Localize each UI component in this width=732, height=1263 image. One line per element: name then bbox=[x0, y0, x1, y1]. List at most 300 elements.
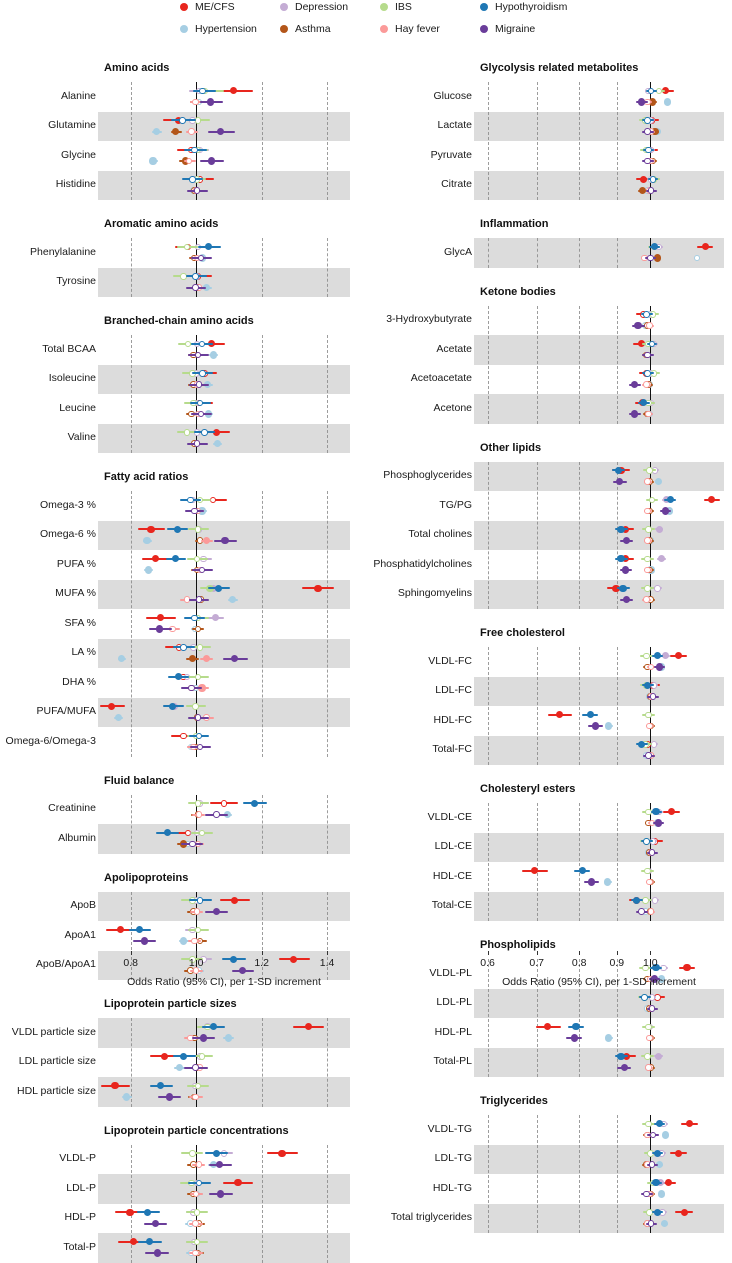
row-label: Histidine bbox=[55, 178, 96, 191]
axis-tick-label: 0.6 bbox=[480, 957, 495, 969]
estimate-marker bbox=[639, 187, 646, 194]
estimate-marker bbox=[645, 526, 652, 533]
estimate-marker bbox=[644, 128, 651, 135]
estimate-marker bbox=[617, 1053, 624, 1060]
section-title: Fatty acid ratios bbox=[104, 471, 189, 483]
legend-label: IBS bbox=[395, 1, 412, 13]
section-title: Other lipids bbox=[480, 441, 542, 454]
estimate-marker bbox=[655, 478, 662, 485]
estimate-marker bbox=[143, 537, 150, 544]
estimate-marker bbox=[641, 994, 648, 1001]
legend-item-migraine bbox=[480, 24, 535, 34]
section-plot-area bbox=[474, 803, 724, 921]
gridline bbox=[579, 306, 580, 424]
gridline bbox=[327, 1145, 328, 1263]
estimate-marker bbox=[631, 410, 638, 417]
x-axis-title: Odds Ratio (95% CI), per 1-SD increment bbox=[502, 976, 696, 988]
estimate-marker bbox=[645, 147, 652, 154]
estimate-marker bbox=[197, 897, 204, 904]
estimate-marker bbox=[225, 1034, 232, 1041]
gridline bbox=[537, 803, 538, 921]
row-label: Omega-3 % bbox=[39, 498, 96, 511]
row-label: Tyrosine bbox=[56, 275, 96, 288]
section-title: Free cholesterol bbox=[480, 627, 565, 639]
estimate-marker bbox=[648, 88, 655, 95]
estimate-marker bbox=[205, 243, 212, 250]
estimate-marker bbox=[652, 897, 659, 904]
gridline bbox=[262, 1145, 263, 1263]
row-label: Pyruvate bbox=[430, 148, 472, 161]
section-plot-area bbox=[474, 647, 724, 765]
estimate-marker bbox=[192, 273, 199, 280]
row-label: Total-CE bbox=[431, 899, 472, 912]
row-label: Phosphatidylcholines bbox=[373, 557, 472, 570]
row-band bbox=[474, 238, 724, 268]
estimate-marker bbox=[579, 867, 586, 874]
estimate-marker bbox=[675, 1150, 682, 1157]
estimate-marker bbox=[147, 526, 154, 533]
row-band bbox=[474, 1204, 724, 1234]
row-label: SFA % bbox=[64, 616, 96, 629]
section-title: Lipoprotein particle concentrations bbox=[104, 1124, 289, 1137]
estimate-marker bbox=[648, 1220, 655, 1227]
legend-item-asthma bbox=[280, 24, 331, 34]
row-label: Total BCAA bbox=[42, 342, 96, 355]
estimate-marker bbox=[207, 98, 214, 105]
estimate-marker bbox=[656, 663, 663, 670]
section-title: Lipoprotein particle sizes bbox=[104, 998, 237, 1010]
estimate-marker bbox=[210, 351, 217, 358]
row-band bbox=[474, 892, 724, 922]
row-label: Glutamine bbox=[48, 119, 96, 132]
legend-item-depression bbox=[280, 2, 348, 12]
row-label: Acetoacetate bbox=[410, 372, 472, 385]
estimate-marker bbox=[587, 711, 594, 718]
estimate-marker bbox=[654, 585, 661, 592]
estimate-marker bbox=[658, 1190, 665, 1197]
legend-swatch-icon bbox=[280, 3, 288, 11]
estimate-marker bbox=[194, 908, 201, 915]
row-label: LDL-P bbox=[66, 1181, 96, 1194]
section-title: Amino acids bbox=[104, 62, 170, 74]
estimate-marker bbox=[117, 926, 124, 933]
gridline bbox=[579, 803, 580, 921]
gridline bbox=[131, 82, 132, 200]
estimate-marker bbox=[655, 1053, 662, 1060]
row-label: PUFA % bbox=[56, 557, 96, 570]
section-title: Fluid balance bbox=[104, 774, 175, 787]
estimate-marker bbox=[649, 1161, 656, 1168]
gridline bbox=[262, 1018, 263, 1107]
section-title: Glycolysis related metabolites bbox=[480, 62, 639, 74]
estimate-marker bbox=[195, 674, 202, 681]
estimate-marker bbox=[221, 537, 228, 544]
estimate-marker bbox=[196, 381, 203, 388]
gridline bbox=[488, 82, 489, 200]
estimate-marker bbox=[655, 819, 662, 826]
row-label: ApoB/ApoA1 bbox=[35, 958, 96, 971]
row-label: HDL-P bbox=[64, 1211, 96, 1224]
section-plot-area bbox=[98, 335, 350, 453]
estimate-marker bbox=[654, 1209, 661, 1216]
row-label: HDL-PL bbox=[434, 1025, 472, 1038]
row-label: MUFA % bbox=[55, 587, 96, 600]
axis-tick-mark bbox=[488, 951, 489, 955]
row-label: VLDL-CE bbox=[427, 810, 472, 823]
estimate-marker bbox=[681, 1209, 688, 1216]
estimate-marker bbox=[192, 99, 199, 106]
estimate-marker bbox=[605, 1034, 612, 1041]
legend-swatch-icon bbox=[380, 25, 388, 33]
row-band bbox=[98, 521, 350, 551]
row-band bbox=[98, 892, 350, 922]
gridline bbox=[537, 462, 538, 610]
estimate-marker bbox=[647, 255, 654, 262]
estimate-marker bbox=[644, 868, 651, 875]
gridline bbox=[327, 491, 328, 757]
row-label: ApoA1 bbox=[64, 928, 96, 941]
row-band bbox=[474, 335, 724, 365]
estimate-marker bbox=[187, 497, 194, 504]
estimate-marker bbox=[189, 841, 196, 848]
estimate-marker bbox=[650, 693, 657, 700]
section-title: Cholesteryl esters bbox=[480, 783, 576, 795]
row-label: Total cholines bbox=[408, 528, 472, 541]
row-label: HDL-FC bbox=[433, 713, 472, 726]
estimate-marker bbox=[156, 625, 163, 632]
estimate-marker bbox=[152, 555, 159, 562]
estimate-marker bbox=[544, 1023, 551, 1030]
estimate-marker bbox=[615, 467, 622, 474]
gridline bbox=[488, 647, 489, 765]
estimate-marker bbox=[643, 838, 650, 845]
row-band bbox=[98, 112, 350, 142]
row-label: 3-Hydroxybutyrate bbox=[386, 313, 472, 326]
gridline bbox=[488, 306, 489, 424]
section-plot-area bbox=[474, 238, 724, 268]
row-label: VLDL particle size bbox=[11, 1025, 96, 1038]
row-label: PUFA/MUFA bbox=[36, 705, 96, 718]
row-label: LA % bbox=[71, 646, 96, 659]
gridline bbox=[131, 795, 132, 854]
estimate-marker bbox=[180, 644, 187, 651]
row-band bbox=[474, 1048, 724, 1078]
legend-label: Migraine bbox=[495, 23, 536, 35]
row-label: LDL-CE bbox=[434, 840, 472, 853]
axis-tick-label: 0.8 bbox=[123, 957, 139, 969]
estimate-marker bbox=[658, 555, 665, 562]
estimate-marker bbox=[605, 722, 612, 729]
row-label: LDL-FC bbox=[435, 684, 472, 697]
axis-tick-mark bbox=[537, 951, 538, 955]
estimate-marker bbox=[197, 644, 204, 651]
estimate-marker bbox=[192, 703, 199, 710]
estimate-marker bbox=[668, 808, 675, 815]
legend-item-hypertension bbox=[180, 24, 257, 34]
section-plot-area bbox=[474, 1115, 724, 1233]
row-band bbox=[98, 424, 350, 454]
estimate-marker bbox=[189, 1150, 196, 1157]
axis-tick-label: 1.2 bbox=[254, 957, 269, 969]
estimate-marker bbox=[622, 566, 629, 573]
estimate-marker bbox=[644, 117, 651, 124]
legend-label: Hypertension bbox=[195, 23, 257, 35]
estimate-marker bbox=[643, 311, 650, 318]
estimate-marker bbox=[188, 685, 195, 692]
gridline bbox=[579, 647, 580, 765]
legend-swatch-icon bbox=[480, 25, 488, 33]
estimate-marker bbox=[194, 440, 201, 447]
section-plot-area bbox=[474, 462, 724, 610]
section-title: Phospholipids bbox=[480, 939, 556, 951]
axis-tick-label: 0.7 bbox=[529, 957, 544, 969]
gridline bbox=[488, 462, 489, 610]
section-plot-area bbox=[98, 1145, 350, 1263]
row-band bbox=[474, 521, 724, 551]
gridline bbox=[262, 82, 263, 200]
estimate-marker bbox=[638, 908, 645, 915]
estimate-marker bbox=[172, 555, 179, 562]
row-label: VLDL-TG bbox=[427, 1122, 472, 1135]
section-title: Inflammation bbox=[480, 218, 549, 230]
estimate-marker bbox=[619, 585, 626, 592]
estimate-marker bbox=[648, 908, 655, 915]
row-label: TG/PG bbox=[439, 498, 472, 511]
estimate-marker bbox=[645, 1121, 652, 1128]
row-band bbox=[474, 833, 724, 863]
row-band bbox=[98, 698, 350, 728]
estimate-marker bbox=[644, 370, 651, 377]
estimate-marker bbox=[199, 88, 206, 95]
row-band bbox=[474, 736, 724, 766]
row-band bbox=[474, 462, 724, 492]
section-plot-area bbox=[98, 491, 350, 757]
estimate-marker bbox=[192, 1220, 199, 1227]
axis-tick-label: 1.0 bbox=[643, 957, 658, 969]
estimate-marker bbox=[194, 556, 201, 563]
estimate-marker bbox=[189, 176, 196, 183]
row-label: Omega-6/Omega-3 bbox=[5, 734, 96, 747]
estimate-marker bbox=[251, 800, 258, 807]
gridline bbox=[262, 238, 263, 297]
axis-tick-label: 0.9 bbox=[609, 957, 625, 969]
row-label: Phosphoglycerides bbox=[383, 469, 472, 482]
estimate-marker bbox=[199, 567, 206, 574]
legend-label: Asthma bbox=[295, 23, 331, 35]
estimate-marker bbox=[215, 585, 222, 592]
estimate-marker bbox=[217, 1190, 224, 1197]
axis-tick-label: 1.4 bbox=[319, 957, 335, 969]
row-band bbox=[98, 1233, 350, 1263]
section-plot-area bbox=[98, 795, 350, 854]
estimate-marker bbox=[199, 1053, 206, 1060]
row-label: VLDL-FC bbox=[428, 654, 472, 667]
section-plot-area bbox=[474, 306, 724, 424]
gridline bbox=[617, 1115, 618, 1233]
estimate-marker bbox=[189, 655, 196, 662]
estimate-marker bbox=[644, 537, 651, 544]
legend-label: Depression bbox=[295, 1, 349, 13]
estimate-marker bbox=[212, 614, 219, 621]
estimate-marker bbox=[195, 117, 202, 124]
estimate-marker bbox=[604, 878, 611, 885]
estimate-marker bbox=[644, 478, 651, 485]
estimate-marker bbox=[649, 1005, 656, 1012]
gridline bbox=[537, 82, 538, 200]
axis-tick-label: 0.8 bbox=[571, 957, 587, 969]
estimate-marker bbox=[646, 467, 653, 474]
row-band bbox=[474, 1145, 724, 1175]
section-title: Branched-chain amino acids bbox=[104, 315, 254, 327]
gridline bbox=[537, 647, 538, 765]
section-plot-area bbox=[98, 82, 350, 200]
section-title: Aromatic amino acids bbox=[104, 218, 219, 230]
section-plot-area bbox=[474, 82, 724, 200]
row-label: Alanine bbox=[60, 89, 96, 102]
estimate-marker bbox=[144, 1209, 151, 1216]
estimate-marker bbox=[197, 744, 204, 751]
legend-item-hay-fever bbox=[380, 24, 440, 34]
estimate-marker bbox=[180, 937, 187, 944]
gridline bbox=[131, 491, 132, 757]
estimate-marker bbox=[638, 741, 645, 748]
estimate-marker bbox=[157, 614, 164, 621]
estimate-marker bbox=[708, 496, 715, 503]
gridline bbox=[488, 803, 489, 921]
estimate-marker bbox=[649, 849, 656, 856]
row-label: Isoleucine bbox=[48, 372, 96, 385]
legend-item-ibs bbox=[380, 2, 412, 12]
estimate-marker bbox=[145, 566, 152, 573]
estimate-marker bbox=[115, 714, 122, 721]
estimate-marker bbox=[683, 964, 690, 971]
legend-label: Hay fever bbox=[395, 23, 440, 35]
row-label: Acetate bbox=[436, 342, 472, 355]
estimate-marker bbox=[645, 712, 652, 719]
gridline bbox=[617, 306, 618, 424]
estimate-marker bbox=[650, 176, 657, 183]
axis-tick-mark bbox=[327, 951, 328, 955]
legend-swatch-icon bbox=[180, 3, 188, 11]
gridline bbox=[617, 82, 618, 200]
row-label: Phenylalanine bbox=[30, 245, 96, 258]
estimate-marker bbox=[592, 722, 599, 729]
estimate-marker bbox=[644, 556, 651, 563]
axis-tick-mark bbox=[579, 951, 580, 955]
estimate-marker bbox=[195, 927, 202, 934]
estimate-marker bbox=[208, 157, 215, 164]
estimate-marker bbox=[662, 507, 669, 514]
estimate-marker bbox=[645, 752, 652, 759]
row-label: Leucine bbox=[59, 401, 96, 414]
row-band bbox=[98, 171, 350, 201]
gridline bbox=[262, 335, 263, 453]
estimate-marker bbox=[648, 187, 655, 194]
estimate-marker bbox=[196, 733, 203, 740]
estimate-marker bbox=[675, 652, 682, 659]
estimate-marker bbox=[314, 585, 321, 592]
section-title: Apolipoproteins bbox=[104, 871, 189, 884]
legend-label: Hypothyroidism bbox=[495, 1, 568, 13]
legend bbox=[0, 0, 732, 46]
gridline bbox=[537, 306, 538, 424]
axis-tick-label: 1.0 bbox=[188, 957, 204, 969]
row-band bbox=[98, 580, 350, 610]
row-label: Valine bbox=[67, 431, 96, 444]
estimate-marker bbox=[556, 711, 563, 718]
estimate-marker bbox=[643, 381, 650, 388]
estimate-marker bbox=[161, 1053, 168, 1060]
row-label: LDL-PL bbox=[436, 996, 472, 1009]
row-band bbox=[474, 580, 724, 610]
estimate-marker bbox=[664, 98, 671, 105]
axis-tick-mark bbox=[262, 951, 263, 955]
estimate-marker bbox=[166, 1093, 173, 1100]
estimate-marker bbox=[123, 1093, 130, 1100]
legend-swatch-icon bbox=[380, 3, 388, 11]
estimate-marker bbox=[631, 381, 638, 388]
row-label: Albumin bbox=[58, 831, 96, 844]
legend-item-hypothyroidism bbox=[480, 2, 567, 12]
row-band bbox=[98, 1018, 350, 1048]
estimate-marker bbox=[643, 653, 650, 660]
row-band bbox=[474, 394, 724, 424]
row-label: VLDL-PL bbox=[429, 966, 472, 979]
row-band bbox=[98, 268, 350, 298]
row-band bbox=[474, 171, 724, 201]
row-label: Creatinine bbox=[48, 802, 96, 815]
estimate-marker bbox=[213, 811, 220, 818]
estimate-marker bbox=[617, 555, 624, 562]
estimate-marker bbox=[230, 87, 237, 94]
estimate-marker bbox=[186, 158, 193, 165]
estimate-marker bbox=[665, 1179, 672, 1186]
row-label: GlycA bbox=[443, 245, 472, 258]
row-label: Total triglycerides bbox=[390, 1211, 472, 1224]
axis-tick-mark bbox=[617, 951, 618, 955]
gridline bbox=[537, 1115, 538, 1233]
row-label: ApoB bbox=[70, 899, 96, 912]
row-label: Citrate bbox=[441, 178, 472, 191]
row-label: Lactate bbox=[437, 119, 472, 132]
gridline bbox=[617, 238, 618, 268]
gridline bbox=[131, 238, 132, 297]
gridline bbox=[579, 82, 580, 200]
estimate-marker bbox=[149, 157, 156, 164]
estimate-marker bbox=[213, 1150, 220, 1157]
gridline bbox=[327, 795, 328, 854]
estimate-marker bbox=[216, 1161, 223, 1168]
row-label: HDL particle size bbox=[17, 1084, 96, 1097]
estimate-marker bbox=[686, 1120, 693, 1127]
estimate-marker bbox=[634, 322, 641, 329]
estimate-marker bbox=[195, 526, 202, 533]
row-band bbox=[98, 824, 350, 854]
legend-swatch-icon bbox=[480, 3, 488, 11]
estimate-marker bbox=[196, 596, 203, 603]
axis-tick-mark bbox=[650, 951, 651, 955]
estimate-marker bbox=[198, 411, 205, 418]
estimate-marker bbox=[643, 1191, 650, 1198]
estimate-marker bbox=[643, 596, 650, 603]
estimate-marker bbox=[188, 128, 195, 135]
x-axis-title: Odds Ratio (95% CI), per 1-SD increment bbox=[127, 976, 321, 988]
gridline bbox=[579, 462, 580, 610]
estimate-marker bbox=[640, 176, 647, 183]
estimate-marker bbox=[126, 1209, 133, 1216]
gridline bbox=[617, 647, 618, 765]
row-label: Glycine bbox=[60, 148, 96, 161]
